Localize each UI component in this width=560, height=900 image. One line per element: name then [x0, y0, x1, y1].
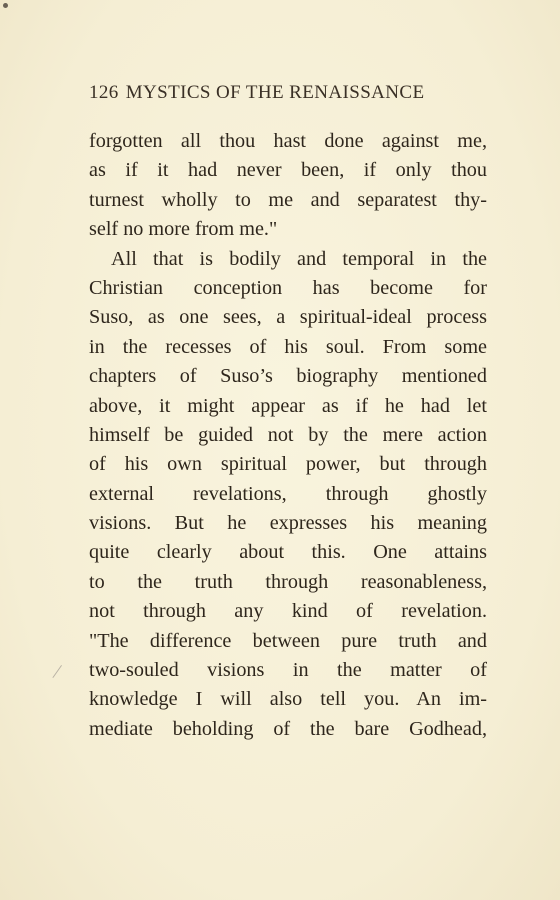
text-line-14: visions. But he expresses his meaning: [89, 512, 487, 535]
text-line-20: knowledge I will also tell you. An im-: [89, 688, 487, 711]
margin-pencil-mark: /: [52, 660, 62, 684]
text-line-18: "The difference between pure truth and: [89, 629, 487, 652]
page-number: 126: [89, 82, 119, 103]
text-line-11: himself be guided not by the mere action: [89, 423, 487, 446]
text-line-4: self no more from me.": [89, 218, 278, 241]
text-line-2: as if it had never been, if only thou: [89, 159, 487, 182]
text-line-13: external revelations, through ghostly: [89, 482, 487, 505]
corner-speck: [3, 3, 8, 8]
running-title: MYSTICS OF THE RENAISSANCE: [125, 82, 425, 103]
text-line-9: chapters of Suso’s biography mentioned: [89, 365, 487, 388]
text-line-6: Christian conception has become for: [89, 276, 487, 299]
text-line-10: above, it might appear as if he had let: [89, 394, 487, 417]
text-line-7: Suso, as one sees, a spiritual-ideal process: [89, 306, 487, 329]
text-line-19: two-souled visions in the matter of: [89, 659, 487, 682]
text-line-3: turnest wholly to me and separatest thy-: [89, 188, 487, 211]
text-line-1: forgotten all thou hast done against me,: [89, 130, 487, 152]
text-line-17: not through any kind of revelation.: [89, 600, 487, 623]
text-line-16: to the truth through reasonableness,: [89, 570, 487, 593]
text-line-15: quite clearly about this. One attains: [89, 541, 487, 564]
running-head: [89, 82, 489, 104]
text-line-8: in the recesses of his soul. From some: [89, 335, 487, 358]
text-line-12: of his own spiritual power, but through: [89, 453, 487, 476]
text-line-5: All that is bodily and temporal in the: [111, 247, 487, 270]
text-line-21: mediate beholding of the bare Godhead,: [89, 717, 487, 740]
body-text: [89, 127, 487, 744]
